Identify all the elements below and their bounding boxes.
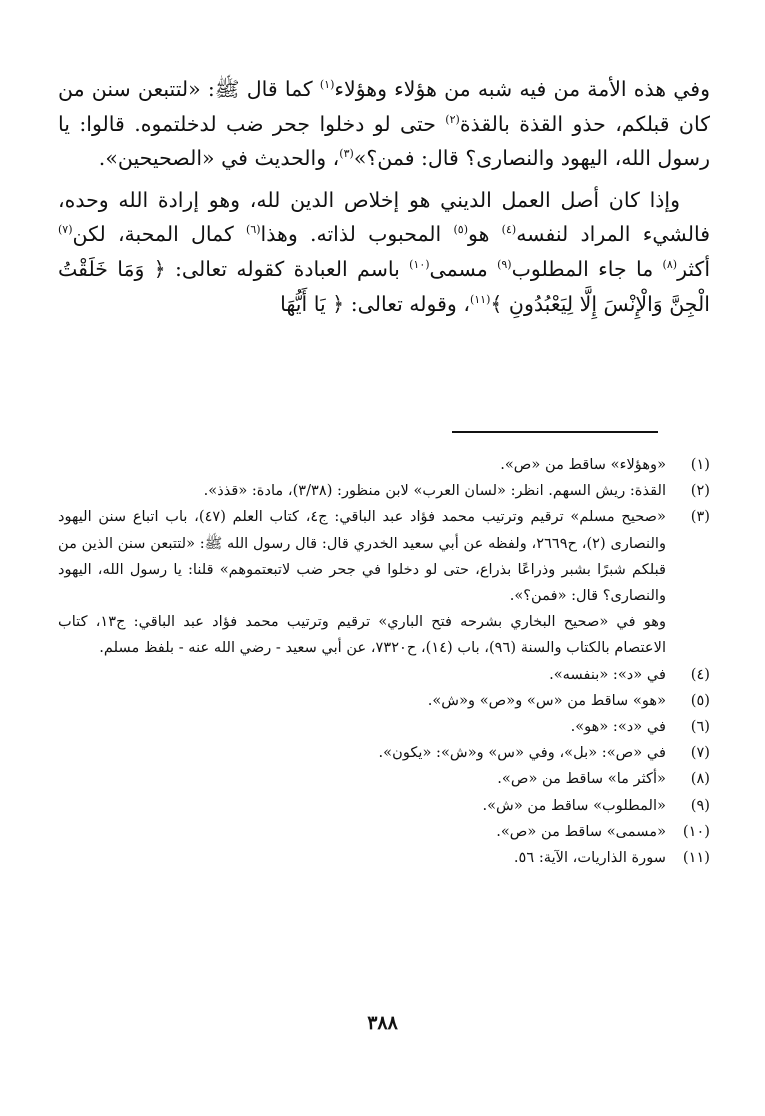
- footnote-text: في «د»: «هو».: [570, 718, 666, 736]
- main-text: [58, 72, 710, 328]
- footnote-text: «هو» ساقط من «س» و«ص» و«ش».: [427, 691, 666, 709]
- footnote-text: «المطلوب» ساقط من «ش».: [482, 796, 666, 814]
- footnote-item: [58, 740, 710, 766]
- footnote-text: سورة الذاريات، الآية: ٥٦.: [513, 849, 666, 867]
- footnote-text: «أكثر ما» ساقط من «ص».: [497, 770, 666, 788]
- footnote-number: (٤): [690, 665, 710, 683]
- footnote-number: (٨): [690, 770, 710, 788]
- footnote-text: في «ص»: «بل»، وفي «س» و«ش»: «يكون».: [378, 744, 666, 762]
- footnote-item: [58, 504, 710, 609]
- footnote-ref-3: (٣): [339, 147, 354, 161]
- page-number: ٣٨٨: [367, 1012, 398, 1034]
- paragraph-2-part-h: باسم العبادة كقوله تعالى: ﴿ وَمَا خَلَقْتُ الْجِنَّ وَالْإِنْسَ إِلَّا لِيَعْبُدُونِ ﴾: [58, 256, 710, 316]
- footnote-number: (٢): [690, 482, 710, 500]
- footnote-number: (٣): [690, 508, 710, 526]
- footnote-ref-2: (٢): [445, 112, 460, 126]
- footnote-item: [58, 845, 710, 871]
- paragraph-1-part-c: حتى لو دخلوا جحر ضب لدخلتموه. قالوا: يا رسول الله، اليهود والنصارى؟ قال: فمن؟»: [58, 111, 710, 171]
- footnote-ref-1: (١): [319, 78, 335, 92]
- paragraph-1-part-b: كما قال ﷺ: «لتتبعن سنن من كان قبلكم، حذو القذة بالقذة: [58, 77, 710, 136]
- paragraph-2: [58, 183, 710, 321]
- footnote-ref-8: (٨): [662, 258, 678, 272]
- paragraph-2-part-i: ، وقوله تعالى: ﴿ يَا أَيُّهَا: [280, 291, 470, 316]
- footnote-item: [58, 662, 710, 688]
- paragraph-1: [58, 72, 710, 176]
- footnote-ref-9: (٩): [497, 258, 512, 272]
- footnote-item: [58, 478, 710, 504]
- paragraph-2-part-e: أكثر: [677, 256, 711, 281]
- footnote-number: (١١): [682, 849, 710, 867]
- footnote-ref-11: (١١): [469, 292, 491, 306]
- footnote-item: [58, 452, 710, 478]
- footnote-text: «مسمى» ساقط من «ص».: [496, 822, 666, 840]
- footnote-text: القذة: ريش السهم. انظر: «لسان العرب» لابن منظور: (٣/٣٨)، مادة: «قذذ».: [203, 482, 666, 500]
- footnote-item: [58, 819, 710, 845]
- footnote-ref-6: (٦): [246, 223, 261, 237]
- footnote-number: (١): [690, 456, 710, 473]
- paragraph-2-part-g: مسمى: [429, 256, 498, 281]
- footnote-number: (٩): [690, 796, 710, 814]
- paragraph-2-part-a: وإذا كان أصل العمل الديني هو إخلاص الدين لله، وهو إرادة الله وحده، فالشيء المراد لنفسه: [58, 187, 711, 247]
- footnotes: [58, 452, 710, 871]
- footnote-ref-4: (٤): [501, 223, 517, 237]
- footnote-item: [58, 793, 710, 819]
- footnote-continuation: وهو في «صحيح البخاري بشرحه فتح الباري» ترقيم وترتيب محمد فؤاد عبد الباقي: ج١٣، كتاب الاعتصام بالكتاب والسنة (٩٦)، باب (١٤)، ح٧٣٢٠، عن أبي سعيد - رضي الله عنه - بلفظ مسلم.: [58, 613, 667, 657]
- footnote-number: (١٠): [682, 822, 710, 840]
- footnote-ref-10: (١٠): [409, 258, 430, 272]
- footnote-item: [58, 714, 710, 740]
- paragraph-2-part-c: المحبوب لذاته. وهذا: [260, 222, 454, 247]
- footnote-text: «صحيح مسلم» ترقيم وترتيب محمد فؤاد عبد الباقي: ج٤، كتاب العلم (٤٧)، باب اتباع سنن اليهود والنصارى (٢)، ح٢٦٦٩، ولفظه عن أبي سعيد الخدري قال: قال رسول الله ﷺ: «لتتبعن سنن الذين من قبلكم شبرًا بشبر وذراعًا بذراع، حتى لو دخلوا في جحر ضب لاتبعتموهم» قلنا: يا رسول الله، اليهود والنصارى؟ قال: «فمن؟».: [58, 508, 666, 605]
- footnote-ref-5: (٥): [453, 223, 469, 237]
- footnote-text: في «د»: «بنفسه».: [549, 665, 666, 683]
- footnote-number: (٧): [690, 744, 710, 762]
- footnote-text: «وهؤلاء» ساقط من «ص».: [500, 456, 666, 473]
- footnote-item: [58, 688, 710, 714]
- paragraph-1-part-d: ، والحديث في «الصحيحين».: [98, 146, 340, 171]
- paragraph-2-part-f: ما جاء المطلوب: [511, 256, 663, 281]
- footnote-separator: [452, 431, 658, 433]
- paragraph-2-part-b: هو: [468, 222, 502, 247]
- paragraph-1-part-a: وفي هذه الأمة من فيه شبه من هؤلاء وهؤلاء: [334, 77, 711, 101]
- paragraph-2-part-d: كمال المحبة، لكن: [72, 222, 247, 247]
- footnote-item: [58, 766, 710, 792]
- footnote-number: (٥): [690, 691, 710, 709]
- footnote-number: (٦): [690, 718, 710, 736]
- footnote-ref-7: (٧): [58, 223, 73, 237]
